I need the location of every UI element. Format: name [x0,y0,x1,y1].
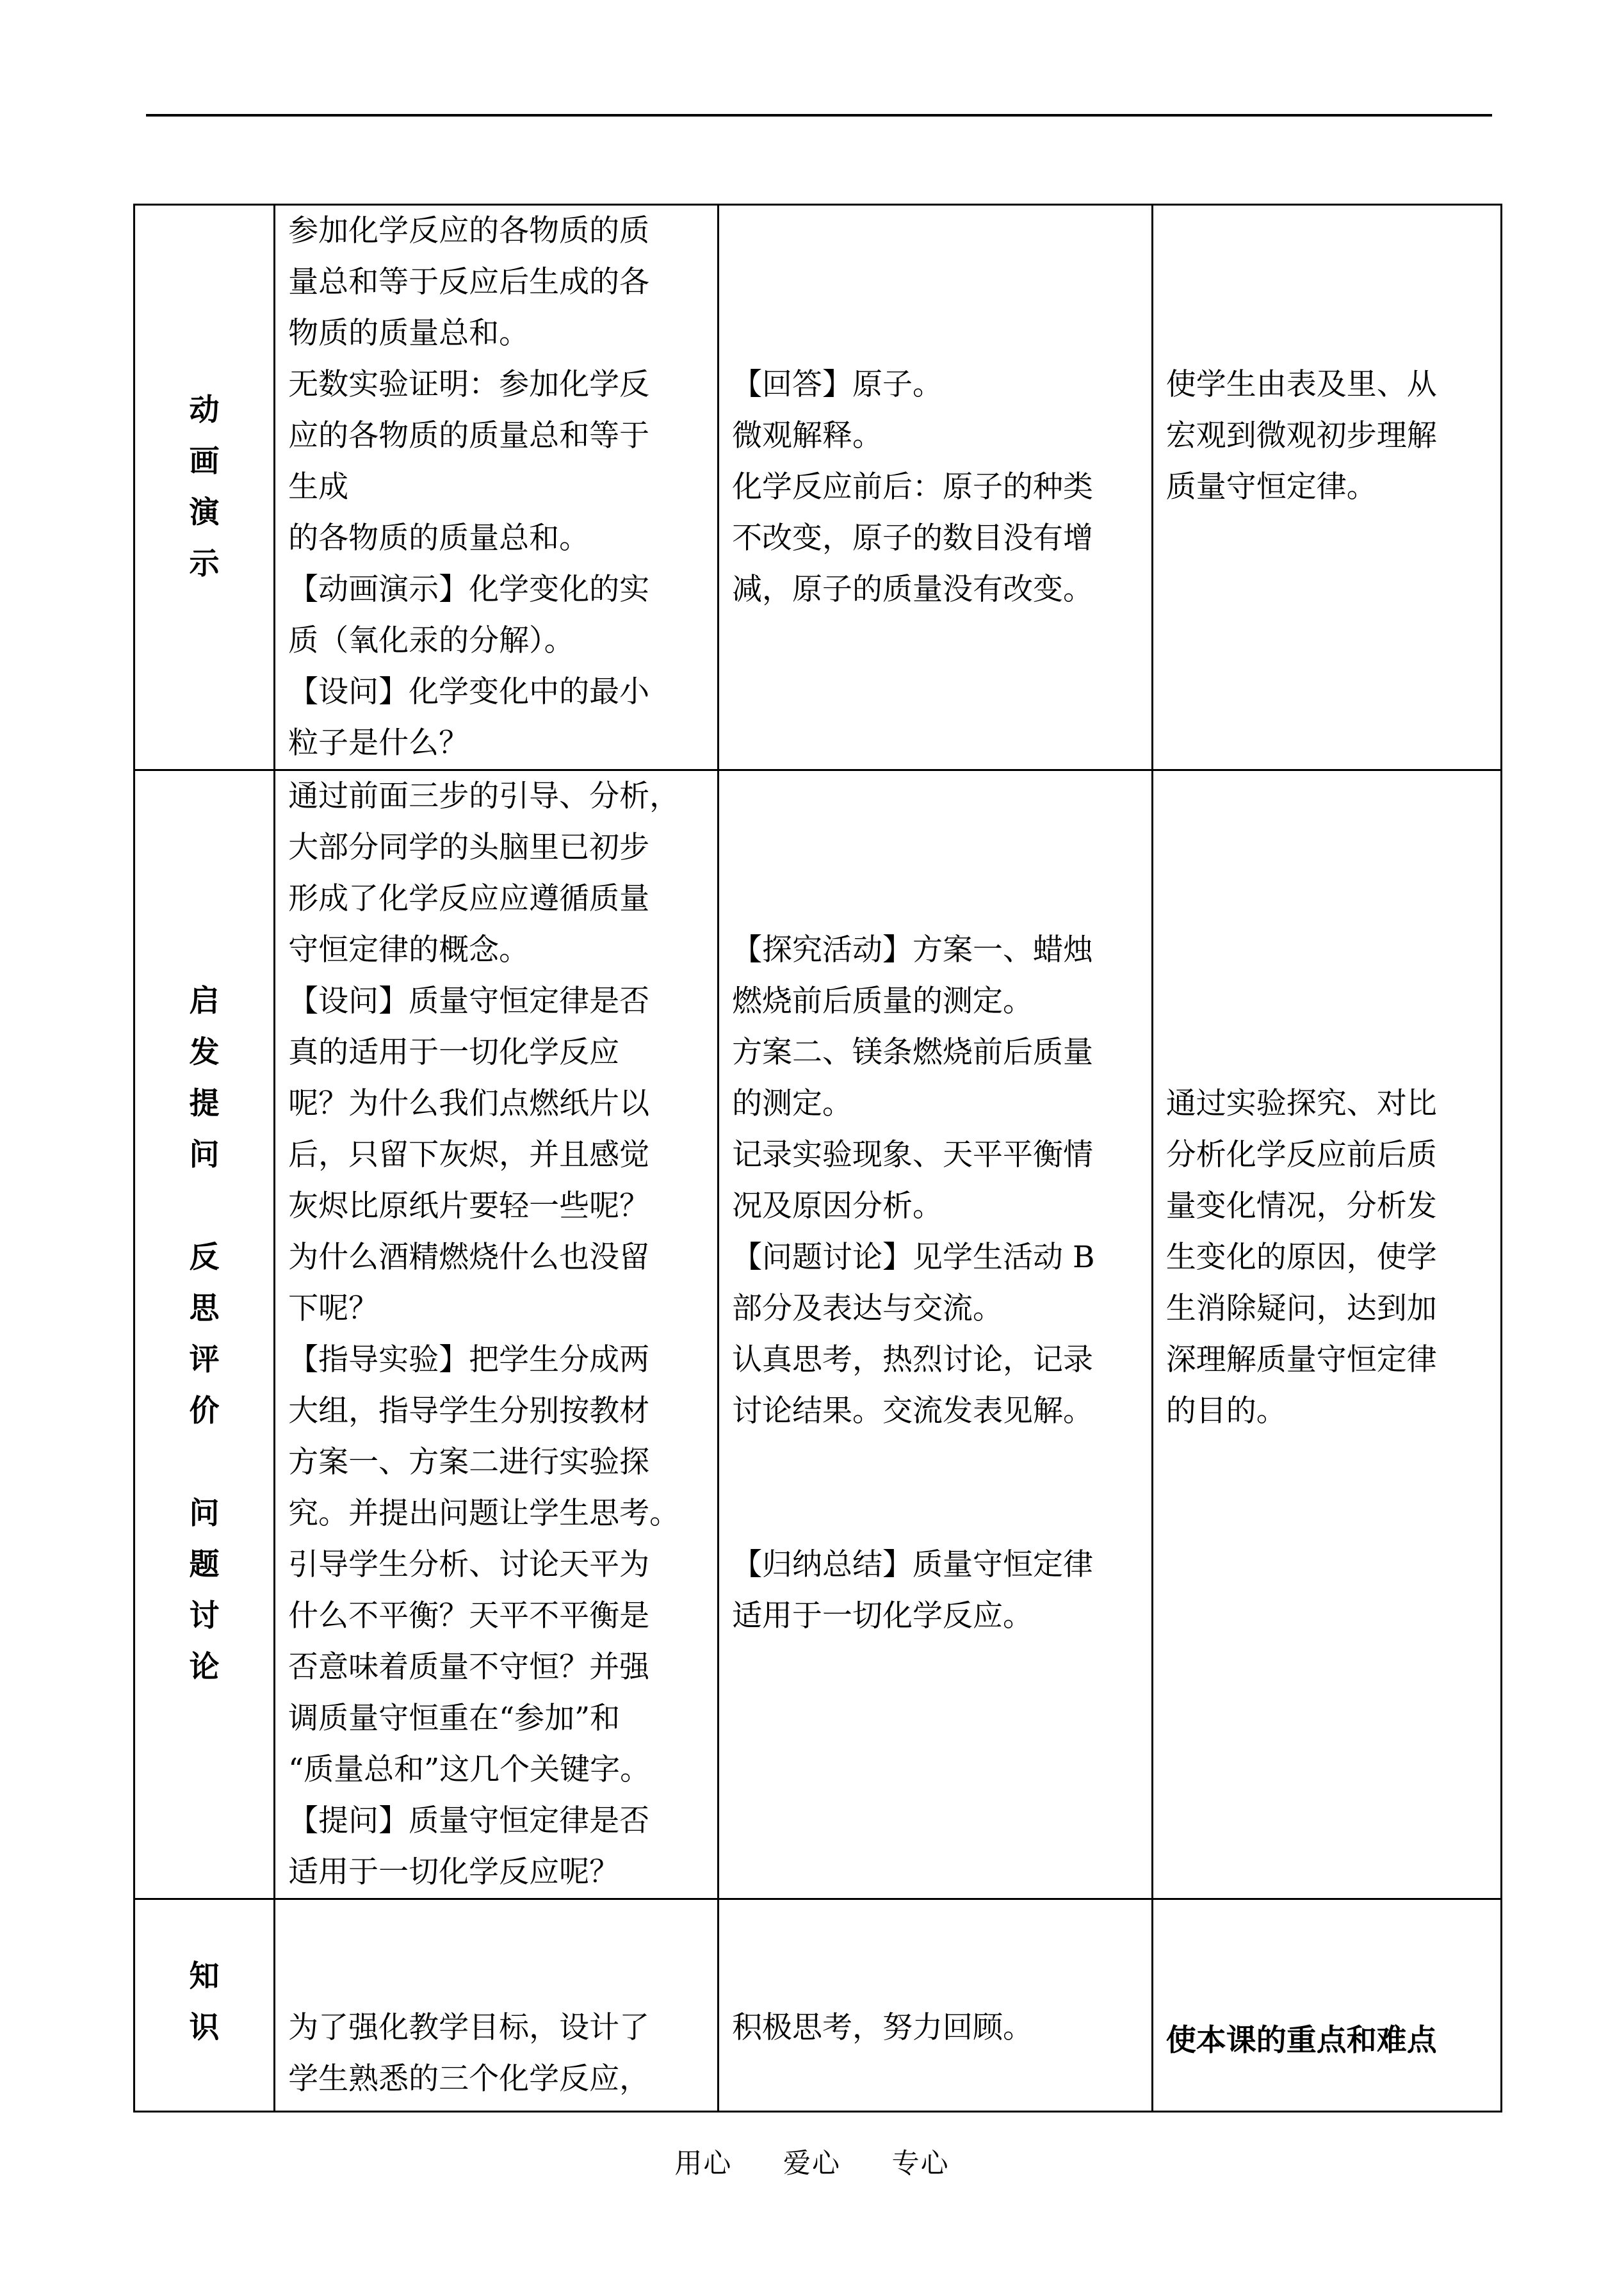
text-line: 的目的。 [1165,1393,1287,1429]
text-line: 化学反应前后：原子的种类 [732,469,1094,505]
student-activity-cell [719,205,1153,770]
stage-char: 演 [189,495,220,530]
text-line: 认真思考，热烈讨论，记录 [732,1342,1094,1377]
text-line: 生消除疑问，达到加 [1165,1291,1437,1326]
text-line: 的测定。 [732,1086,853,1121]
blank-line [732,822,1139,873]
text-line: 【问题讨论】见学生活动 B [732,1240,1095,1275]
text-line: 量变化情况，分析发 [1165,1188,1437,1224]
text-line: 讨论结果。交流发表见解。 [732,1393,1094,1429]
design-intent-cell [1152,770,1501,1899]
text-line: 为了强化教学目标，设计了 [288,2010,650,2045]
stage-char: 问 [189,1137,220,1172]
text-line: 灰烬比原纸片要轻一些呢？ [288,1188,650,1224]
teacher-activity-cell [275,205,719,770]
text-line: 【归纳总结】质量守恒定律 [732,1547,1094,1582]
text-line: 无数实验证明：参加化学反 [288,367,650,402]
text-line: 质量守恒定律。 [1165,469,1377,505]
blank-line [732,1437,1139,1488]
table-row [134,1899,1502,2112]
text-line: 【动画演示】化学变化的实 [288,572,650,607]
text-line: 方案二、镁条燃烧前后质量 [732,1035,1094,1070]
text-line: 适用于一切化学反应呢？ [288,1854,620,1890]
table-row [134,770,1502,1899]
text-line: 参加化学反应的各物质的质 [288,213,650,248]
stage-cell [134,770,275,1899]
page-footer [0,2142,1624,2181]
text-line: 究。并提出问题让学生思考。 [288,1496,680,1531]
text-line: 深理解质量守恒定律 [1165,1342,1437,1377]
text-line: 下呢？ [288,1291,379,1326]
stage-char: 评 [189,1342,220,1377]
text-line: 否意味着质量不守恒？并强 [288,1650,650,1685]
stage-char: 讨 [189,1598,220,1634]
stage-char: 提 [189,1086,220,1121]
text-line: 引导学生分析、讨论天平为 [288,1547,650,1582]
table-row [134,205,1502,770]
text-line: 况及原因分析。 [732,1188,943,1224]
text-line: 使本课的重点和难点 [1165,2023,1437,2058]
stage-char: 示 [189,546,220,581]
text-line: 通过实验探究、对比 [1165,1086,1437,1121]
text-line: 呢？为什么我们点燃纸片以 [288,1086,650,1121]
text-line: 学生熟悉的三个化学反应， [288,2061,650,2096]
text-line: 大部分同学的头脑里已初步 [288,830,650,865]
text-line: 通过前面三步的引导、分析， [288,779,680,814]
design-intent-cell [1152,205,1501,770]
text-line: 为什么酒精燃烧什么也没留 [288,1240,650,1275]
blank-line [732,1488,1139,1539]
text-line: 【指导实验】把学生分成两 [288,1342,650,1377]
stage-cell [134,1899,275,2112]
student-activity-cell [719,1899,1153,2112]
text-line: 【设问】化学变化中的最小 [288,674,650,710]
text-line: 记录实验现象、天平平衡情 [732,1137,1094,1172]
stage-char: 画 [189,444,220,479]
text-line: 【探究活动】方案一、蜡烛 [732,932,1094,968]
text-line: 量总和等于反应后生成的各 [288,264,650,300]
stage-char: 识 [189,2009,220,2045]
text-line: 方案一、方案二进行实验探 [288,1445,650,1480]
text-line: 物质的质量总和。 [288,316,530,351]
text-line: 适用于一切化学反应。 [732,1598,1034,1634]
text-line: 粒子是什么？ [288,726,469,761]
text-line: 【设问】质量守恒定律是否 [288,984,650,1019]
stage-char: 启 [189,984,220,1019]
stage-char: 反 [189,1240,220,1275]
text-line: 使学生由表及里、从 [1165,367,1437,402]
stage-char: 知 [189,1958,220,1994]
text-line: 【提问】质量守恒定律是否 [288,1803,650,1838]
stage-char: 动 [189,393,220,428]
text-line: 调质量守恒重在“参加”和 [288,1701,621,1736]
stage-cell [134,205,275,770]
student-activity-cell [719,770,1153,1899]
text-line: 不改变，原子的数目没有增 [732,521,1094,556]
stage-gap [148,1181,261,1232]
text-line: 生变化的原因，使学 [1165,1240,1437,1275]
design-intent-cell [1152,1899,1501,2112]
stage-char: 问 [189,1496,220,1531]
text-line: 应的各物质的质量总和等于 [288,418,650,453]
lesson-plan-table [133,204,1502,2113]
teacher-activity-cell [275,1899,719,2112]
footer-word: 用心 [674,2148,733,2180]
text-line: 微观解释。 [732,418,883,453]
text-line: 宏观到微观初步理解 [1165,418,1437,453]
stage-char: 发 [189,1035,220,1070]
text-line: 什么不平衡？天平不平衡是 [288,1598,650,1634]
text-line: 部分及表达与交流。 [732,1291,1003,1326]
stage-gap [148,1437,261,1488]
blank-line [732,771,1139,822]
text-line: 减，原子的质量没有改变。 [732,572,1094,607]
text-line: “质量总和”这几个关键字。 [288,1752,651,1787]
text-line: 燃烧前后质量的测定。 [732,984,1034,1019]
text-line: 真的适用于一切化学反应 [288,1035,620,1070]
header-rule [146,114,1492,117]
blank-line [732,873,1139,925]
footer-word: 专心 [891,2148,950,2180]
text-line: 生成 [288,469,349,505]
text-line: 分析化学反应前后质 [1165,1137,1437,1172]
teacher-activity-cell [275,770,719,1899]
text-line: 积极思考，努力回顾。 [732,2010,1034,2045]
text-line: 守恒定律的概念。 [288,932,530,968]
text-line: 大组，指导学生分别按教材 [288,1393,650,1429]
text-line: 【回答】原子。 [732,367,943,402]
stage-char: 价 [189,1393,220,1429]
text-line: 形成了化学反应应遵循质量 [288,881,650,916]
footer-word: 爱心 [783,2148,841,2180]
text-line: 的各物质的质量总和。 [288,521,590,556]
stage-char: 思 [189,1291,220,1326]
text-line: 质（氧化汞的分解）。 [288,623,574,658]
stage-char: 题 [189,1547,220,1582]
stage-char: 论 [189,1650,220,1685]
text-line: 后，只留下灰烬，并且感觉 [288,1137,650,1172]
